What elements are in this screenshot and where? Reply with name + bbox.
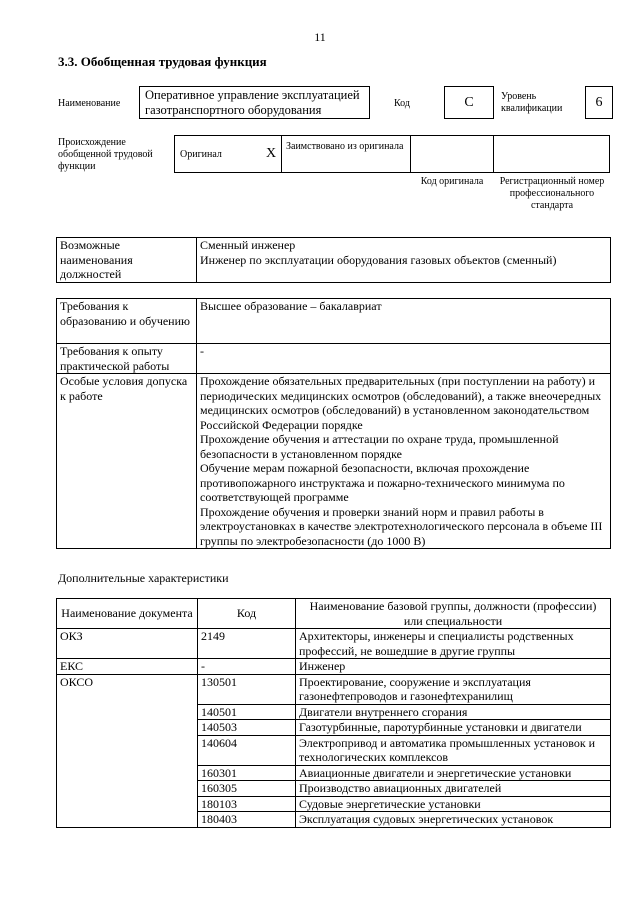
table-row [57,629,611,659]
education-label: Требования к образованию и обучению [57,299,197,344]
function-name: Оперативное управление эксплуатацией газотранспортного оборудования [139,86,370,119]
reg-number-caption: Регистрационный номер профессионального стандарта [499,176,605,211]
row-name: Архитекторы, инженеры и специалисты родственных профессий, не вошедшие в другие группы [296,629,611,659]
original-label: Оригинал [180,149,222,160]
row-code: 160305 [198,781,296,797]
row-name: Электропривод и автоматика промышленных установок и технологических комплексов [296,735,611,765]
row-doc: ЕКС [57,659,198,675]
row-name: Двигатели внутреннего сгорания [296,704,611,720]
level-label: Уровень квалификации [501,91,563,114]
row-name: Производство авиационных двигателей [296,781,611,797]
code-label: Код [394,98,410,109]
condition-paragraph: Прохождение обязательных предварительных (при поступлении на работу) и периодических медицинских осмотров (обследований), а также внеочередных медицинских осмотров (обследований) в установленном законодательством Российской Федерации порядке [200,374,602,432]
page-number: 11 [314,30,326,44]
row-name: Инженер [296,659,611,675]
row-doc: ОКСО [57,674,198,827]
code-original-caption: Код оригинала [420,176,484,187]
original-mark: X [266,146,277,161]
code-value: C [444,86,494,119]
additional-title: Дополнительные характеристики [58,571,229,585]
row-code: 160301 [198,765,296,781]
row-code: 140501 [198,704,296,720]
positions-label: Возможные наименования должностей [57,238,197,283]
table-row [57,674,611,704]
borrowed-label: Заимствовано из оригинала [286,141,404,152]
row-code: 130501 [198,674,296,704]
positions-values [197,238,611,283]
condition-paragraph: Прохождение обучения и аттестации по охране труда, промышленной безопасности в установленном порядке [200,432,559,461]
row-code: 140503 [198,720,296,736]
row-name: Газотурбинные, паротурбинные установки и двигатели [296,720,611,736]
condition-paragraph: Прохождение обучения и проверки знаний норм и правил работы в электроустановках в качестве электротехнологического персонала в объеме III группы по электробезопасности (до 1000 В) [200,504,603,548]
requirements-table [56,298,611,549]
positions-table [56,237,611,283]
origin-label: Происхождение обобщенной трудовой функции [58,137,153,172]
header-name: Наименование базовой группы, должности (профессии) или специальности [296,599,611,629]
row-name: Проектирование, сооружение и эксплуатация газонефтепроводов и газонефтехранилищ [296,674,611,704]
position-item: Инженер по эксплуатации оборудования газовых объектов (сменный) [200,252,557,267]
header-code: Код [198,599,296,629]
name-label: Наименование [58,98,121,109]
education-value: Высшее образование – бакалавриат [197,299,611,344]
row-doc: ОКЗ [57,629,198,659]
row-name: Судовые энергетические установки [296,796,611,812]
condition-paragraph: Обучение мерам пожарной безопасности, включая прохождение противопожарного инструктажа и пожарно-технического минимума по соответствующей программе [200,461,565,504]
experience-label: Требования к опыту практической работы [57,344,197,374]
header-doc: Наименование документа [57,599,198,629]
special-conditions-value [197,374,611,549]
row-code: 180403 [198,812,296,828]
row-name: Эксплуатация судовых энергетических установок [296,812,611,828]
row-code: 2149 [198,629,296,659]
row-code: - [198,659,296,675]
special-conditions-label: Особые условия допуска к работе [57,374,197,549]
position-item: Сменный инженер [200,238,296,252]
row-name: Авиационные двигатели и энергетические установки [296,765,611,781]
origin-table [174,135,610,173]
table-row [57,659,611,675]
experience-value: - [197,344,611,374]
section-title: 3.3. Обобщенная трудовая функция [58,54,267,69]
row-code: 180103 [198,796,296,812]
row-code: 140604 [198,735,296,765]
additional-table [56,598,611,828]
level-value: 6 [585,86,613,119]
